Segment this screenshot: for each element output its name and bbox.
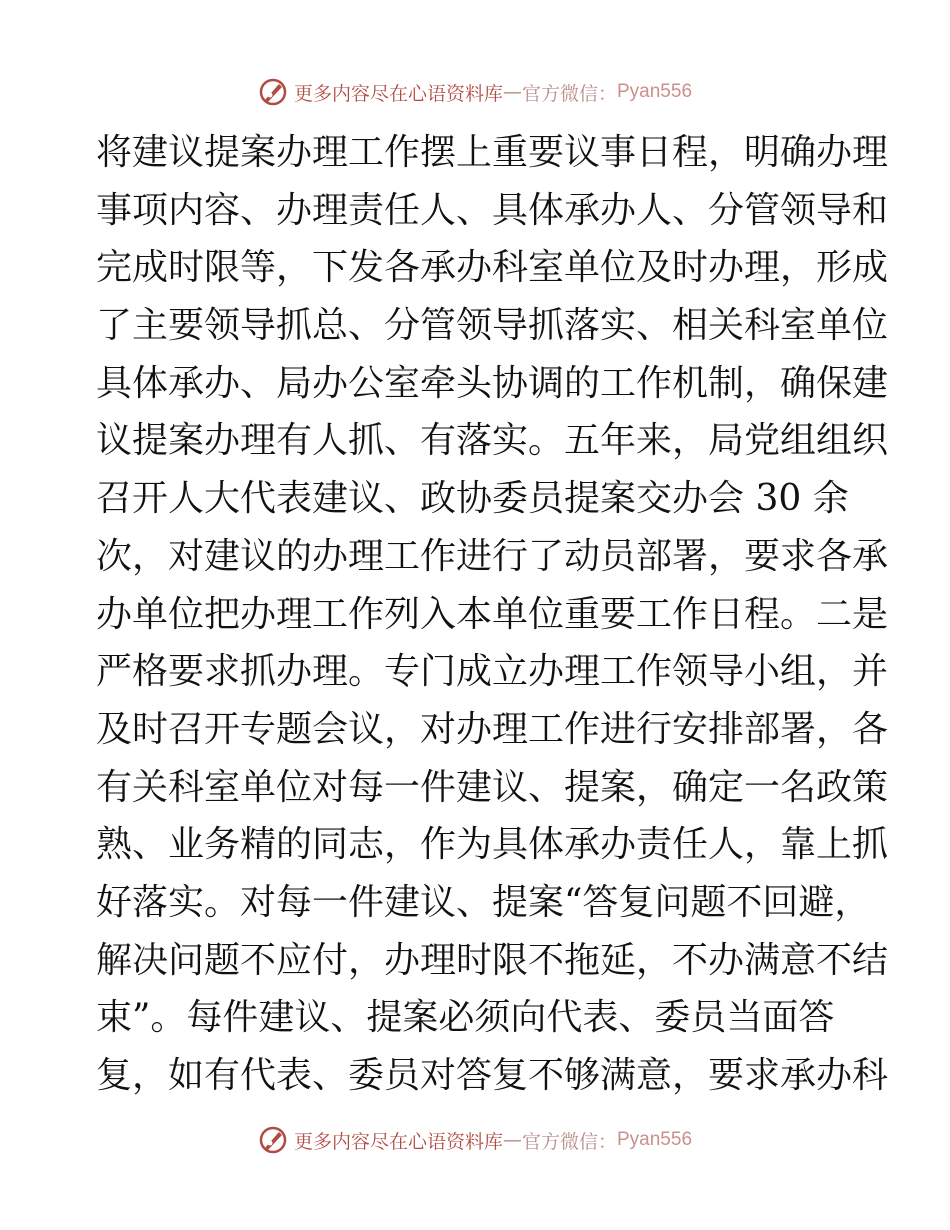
text-line: 好落实。对每一件建议、提案“答复问题不回避，: [96, 881, 871, 923]
text-line: 熟、业务精的同志，作为具体承办责任人，靠上抓: [96, 824, 889, 866]
text-line: 事项内容、办理责任人、具体承办人、分管领导和: [96, 189, 889, 231]
text-line: 召开人大代表建议、政协委员提案交办会 30 余: [96, 478, 849, 520]
text-line: 复，如有代表、委员对答复不够满意，要求承办科: [96, 1055, 889, 1096]
text-line: 严格要求抓办理。专门成立办理工作领导小组，并: [96, 651, 889, 693]
text-line: 了主要领导抓总、分管领导抓落实、相关科室单位: [96, 305, 889, 347]
banner-wechat-id: Pyan556: [617, 1129, 693, 1150]
banner-label: 官方微信：: [521, 82, 617, 105]
body-paragraph: [96, 124, 889, 1105]
quill-logo-icon: [258, 77, 288, 107]
text-line: 有关科室单位对每一件建议、提案，确定一名政策: [96, 766, 889, 808]
text-line: 议提案办理有人抓、有落实。五年来，局党组组织: [96, 420, 889, 462]
text-line: 将建议提案办理工作摆上重要议事日程，明确办理: [96, 132, 889, 173]
banner-main-text: 更多内容尽在心语资料库: [293, 1130, 503, 1153]
header-watermark-banner: [0, 72, 950, 112]
banner-wechat-id: Pyan556: [617, 81, 693, 102]
text-line: 次，对建议的办理工作进行了动员部署，要求各承: [96, 535, 889, 577]
quill-logo-icon: [258, 1125, 288, 1155]
banner-main-text: 更多内容尽在心语资料库: [293, 82, 503, 105]
text-line: 办单位把办理工作列入本单位重要工作日程。二是: [96, 593, 889, 635]
text-line: 完成时限等，下发各承办科室单位及时办理，形成: [96, 247, 889, 289]
text-line: 具体承办、局办公室牵头协调的工作机制，确保建: [96, 362, 889, 404]
text-line: 解决问题不应付，办理时限不拖延，不办满意不结: [96, 939, 889, 981]
footer-watermark-banner: [0, 1120, 950, 1160]
banner-label: 官方微信：: [521, 1130, 617, 1153]
banner-separator: —: [502, 1129, 522, 1151]
banner-separator: —: [502, 81, 522, 103]
text-line: 束”。每件建议、提案必须向代表、委员当面答: [96, 997, 835, 1039]
text-line: 及时召开专题会议，对办理工作进行安排部署，各: [96, 708, 889, 750]
